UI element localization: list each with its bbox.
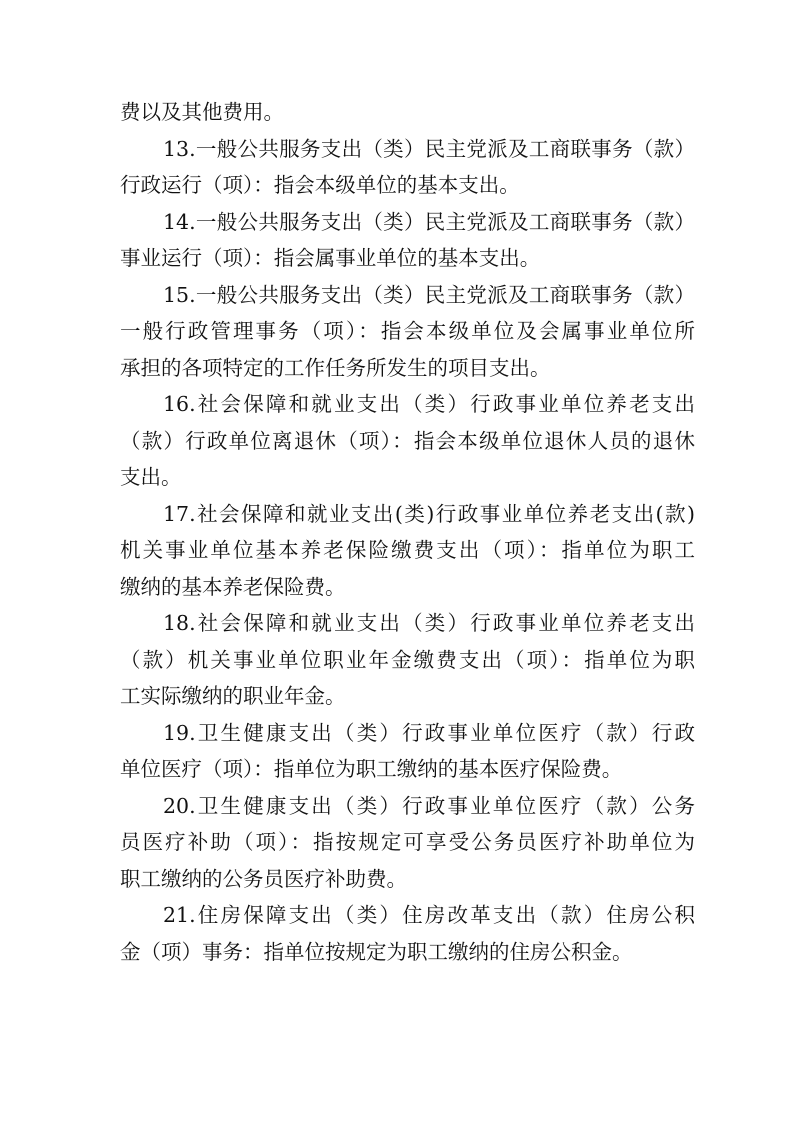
paragraph: [120, 131, 695, 204]
text-line: 机关事业单位基本养老保险缴费支出（项）：指单位为职工: [120, 538, 695, 562]
paragraph: [120, 386, 695, 496]
text-line: 一般行政管理事务（项）：指会本级单位及会属事业单位所: [120, 319, 695, 343]
text-line: 16.社会保障和就业支出（类）行政事业单位养老支出: [163, 392, 695, 416]
text-line: 14.一般公共服务支出（类）民主党派及工商联事务（款）: [163, 209, 695, 234]
text-line: （款）机关事业单位职业年金缴费支出（项）：指单位为职: [120, 647, 695, 672]
text-line: 支出。: [120, 465, 182, 489]
text-line: 单位医疗（项）：指单位为职工缴纳的基本医疗保险费。: [120, 757, 623, 781]
text-line: 金（项）事务：指单位按规定为职工缴纳的住房公积金。: [120, 939, 633, 964]
paragraph: [120, 204, 695, 277]
text-line: 承担的各项特定的工作任务所发生的项目支出。: [120, 355, 551, 380]
text-line: 15.一般公共服务支出（类）民主党派及工商联事务（款）: [163, 282, 695, 307]
text-line: 职工缴纳的公务员医疗补助费。: [120, 866, 407, 891]
paragraph: [120, 496, 695, 606]
text-line: 19.卫生健康支出（类）行政事业单位医疗（款）行政: [163, 720, 695, 745]
paragraph: [120, 715, 695, 788]
paragraph: [120, 897, 695, 970]
text-line: 事业运行（项）：指会属事业单位的基本支出。: [120, 246, 541, 270]
text-line: 20.卫生健康支出（类）行政事业单位医疗（款）公务: [163, 793, 695, 818]
text-line: 行政运行（项）：指会本级单位的基本支出。: [120, 173, 520, 197]
text-line: 缴纳的基本养老保险费。: [120, 574, 346, 599]
paragraph: [120, 788, 695, 898]
text-line: 17.社会保障和就业支出(类)行政事业单位养老支出(款): [163, 501, 695, 526]
text-line: 工实际缴纳的职业年金。: [120, 684, 346, 708]
paragraph: [120, 605, 695, 715]
text-line: 员医疗补助（项）：指按规定可享受公务员医疗补助单位为: [120, 830, 695, 854]
text-line: 13.一般公共服务支出（类）民主党派及工商联事务（款）: [163, 136, 695, 161]
document-body: [120, 94, 695, 970]
text-line: 21.住房保障支出（类）住房改革支出（款）住房公积: [163, 903, 695, 927]
paragraph: [120, 277, 695, 387]
text-line: （款）行政单位离退休（项）：指会本级单位退休人员的退休: [120, 428, 695, 453]
paragraph: [120, 94, 695, 131]
text-line: 18.社会保障和就业支出（类）行政事业单位养老支出: [163, 611, 695, 635]
text-line: 费以及其他费用。: [120, 100, 284, 124]
